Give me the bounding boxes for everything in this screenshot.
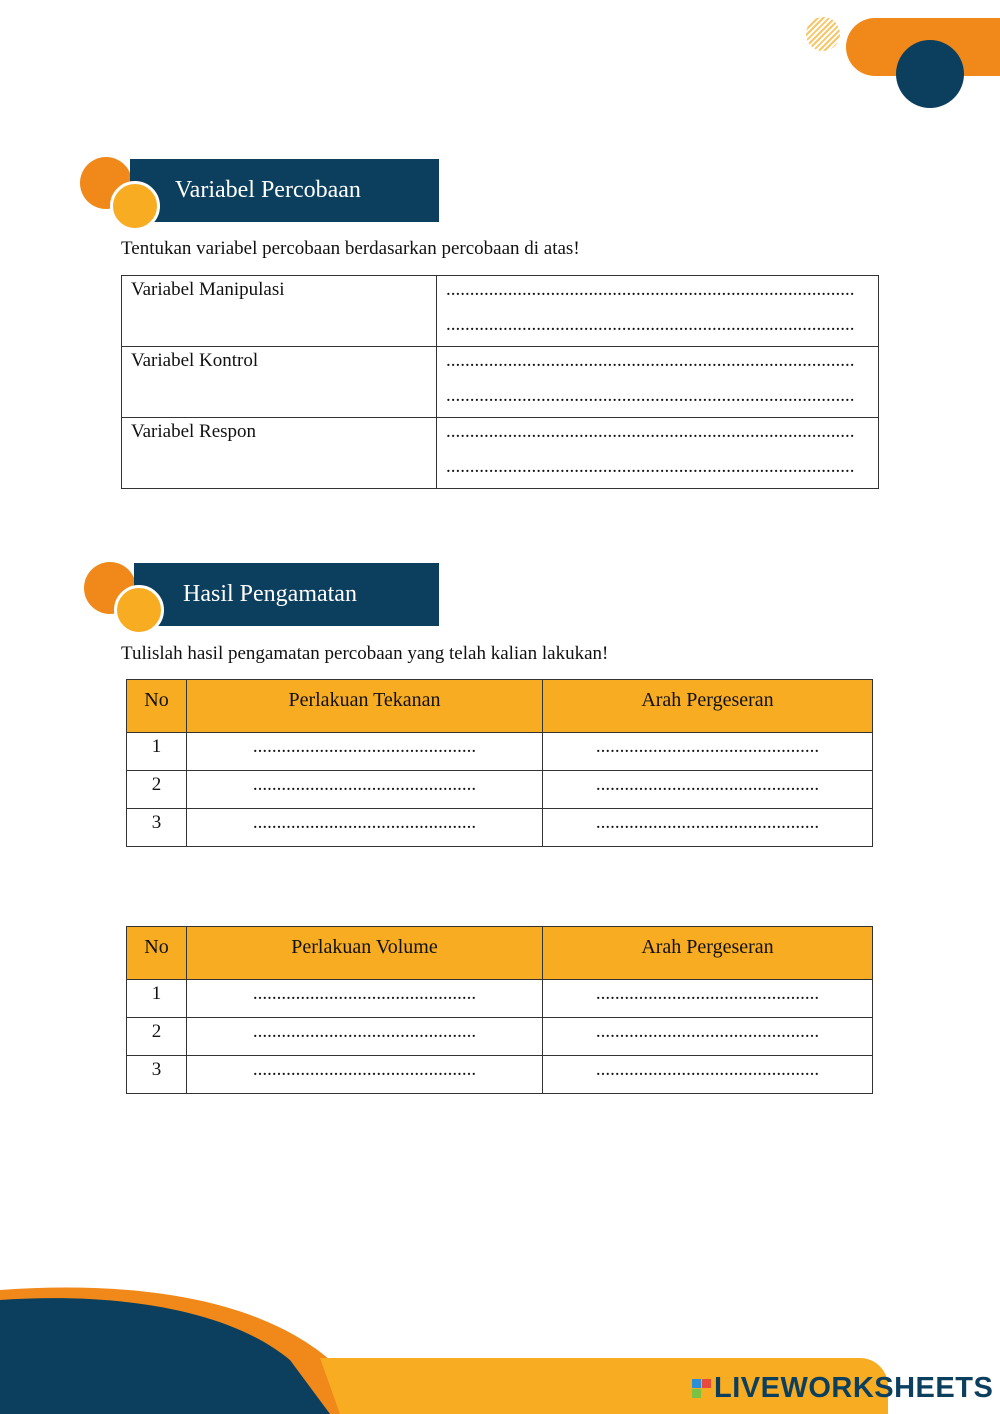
answer-line[interactable]: ......................................................................................	[446, 385, 855, 406]
shift-answer[interactable]: ...............................................	[543, 733, 873, 771]
table-header-row	[127, 927, 873, 980]
row-number: 2	[127, 1018, 187, 1056]
header-no: No	[127, 680, 187, 733]
variable-answer-cell[interactable]	[437, 276, 879, 347]
row-number: 3	[127, 1056, 187, 1094]
table-row	[122, 347, 879, 418]
table-row	[127, 771, 873, 809]
corner-navy-circle	[896, 40, 964, 108]
logo-square-e	[702, 1389, 711, 1398]
row-number: 2	[127, 771, 187, 809]
row-number: 3	[127, 809, 187, 847]
shift-answer[interactable]: ...............................................	[543, 1018, 873, 1056]
table-header-row	[127, 680, 873, 733]
treatment-answer[interactable]: ...............................................	[187, 1018, 543, 1056]
treatment-answer[interactable]: ...............................................	[187, 1056, 543, 1094]
pressure-observation-table	[126, 679, 873, 847]
row-number: 1	[127, 980, 187, 1018]
row-number: 1	[127, 733, 187, 771]
variable-label: Variabel Respon	[122, 418, 437, 489]
logo-text: LIVEWORKSHEETS	[714, 1372, 994, 1404]
header-treatment: Perlakuan Volume	[187, 927, 543, 980]
treatment-answer[interactable]: ...............................................	[187, 733, 543, 771]
header-shift-direction: Arah Pergeseran	[543, 927, 873, 980]
section2-instruction: Tulislah hasil pengamatan percobaan yang telah kalian lakukan!	[121, 643, 609, 664]
answer-line[interactable]: ......................................................................................	[446, 456, 855, 477]
liveworksheets-logo	[692, 1372, 993, 1405]
variable-label: Variabel Kontrol	[122, 347, 437, 418]
footer-navy-wave	[0, 1298, 330, 1414]
variable-label: Variabel Manipulasi	[122, 276, 437, 347]
treatment-answer[interactable]: ...............................................	[187, 809, 543, 847]
answer-line[interactable]: ......................................................................................	[446, 279, 855, 300]
table-row	[127, 980, 873, 1018]
section2-yellow-circle	[114, 585, 164, 635]
treatment-answer[interactable]: ...............................................	[187, 771, 543, 809]
table-row	[122, 276, 879, 347]
table-row	[122, 418, 879, 489]
treatment-answer[interactable]: ...............................................	[187, 980, 543, 1018]
header-shift-direction: Arah Pergeseran	[543, 680, 873, 733]
answer-line[interactable]: ......................................................................................	[446, 314, 855, 335]
table-row	[127, 809, 873, 847]
section1-instruction: Tentukan variabel percobaan berdasarkan percobaan di atas!	[121, 238, 580, 259]
logo-square-i	[702, 1379, 711, 1388]
shift-answer[interactable]: ...............................................	[543, 980, 873, 1018]
logo-square-v	[692, 1389, 701, 1398]
answer-line[interactable]: ......................................................................................	[446, 350, 855, 371]
shift-answer[interactable]: ...............................................	[543, 809, 873, 847]
answer-line[interactable]: ......................................................................................	[446, 421, 855, 442]
section2-title: Hasil Pengamatan	[183, 581, 357, 607]
table-row	[127, 1056, 873, 1094]
variable-answer-cell[interactable]	[437, 418, 879, 489]
header-treatment: Perlakuan Tekanan	[187, 680, 543, 733]
section1-yellow-circle	[110, 181, 160, 231]
volume-observation-table	[126, 926, 873, 1094]
variable-answer-cell[interactable]	[437, 347, 879, 418]
variable-table	[121, 275, 879, 489]
corner-striped-circle	[806, 17, 840, 51]
section1-banner	[130, 159, 439, 222]
shift-answer[interactable]: ...............................................	[543, 771, 873, 809]
section1-title: Variabel Percobaan	[175, 177, 361, 203]
table-row	[127, 1018, 873, 1056]
section2-banner	[134, 563, 439, 626]
logo-square-l	[692, 1379, 701, 1388]
shift-answer[interactable]: ...............................................	[543, 1056, 873, 1094]
table-row	[127, 733, 873, 771]
logo-mark-icon	[692, 1379, 711, 1398]
header-no: No	[127, 927, 187, 980]
